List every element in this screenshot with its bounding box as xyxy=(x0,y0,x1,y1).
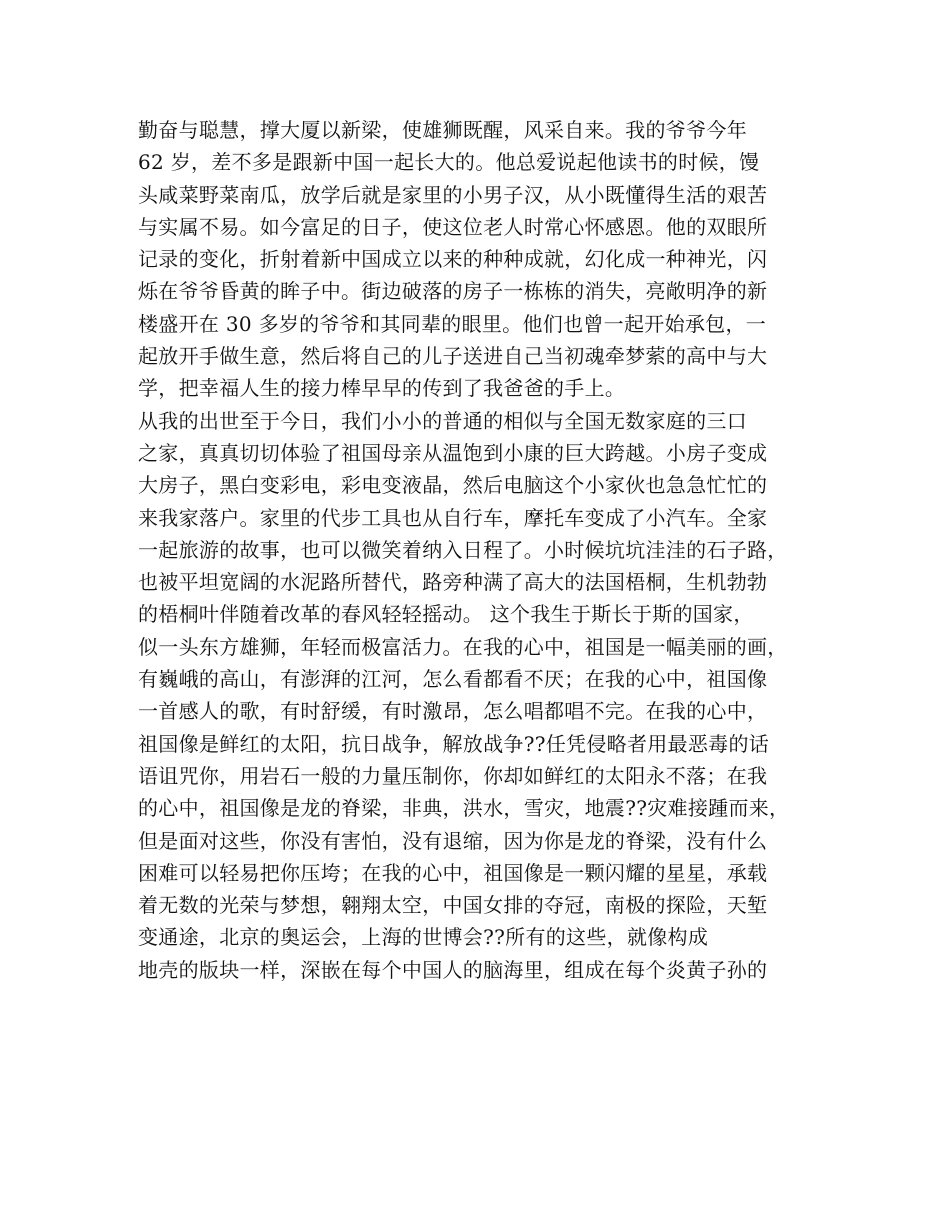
text-line: 语诅咒你，用岩石一般的力量压制你，你却如鲜红的太阳永不落；在我 xyxy=(138,763,768,788)
text-line: 一起旅游的故事，也可以微笑着纳入日程了。小时候坑坑洼洼的石子路， xyxy=(138,537,788,562)
text-line: 烁在爷爷昏黄的眸子中。街边破落的房子一栋栋的消失，亮敞明净的新 xyxy=(138,279,768,304)
text-line: 头咸菜野菜南瓜，放学后就是家里的小男子汉，从小既懂得生活的艰苦 xyxy=(138,182,768,207)
text-line: 起放开手做生意，然后将自己的儿子送进自己当初魂牵梦萦的高中与大 xyxy=(138,344,768,369)
text-line: 变通途，北京的奥运会，上海的世博会??所有的这些，就像构成 xyxy=(138,925,709,950)
text-line: 学，把幸福人生的接力棒早早的传到了我爸爸的手上。 xyxy=(138,376,626,401)
text-line: 似一头东方雄狮，年轻而极富活力。在我的心中，祖国是一幅美丽的画， xyxy=(138,634,788,659)
text-line: 祖国像是鲜红的太阳，抗日战争，解放战争??任凭侵略者用最恶毒的话 xyxy=(138,731,770,756)
text-line: 62 岁，差不多是跟新中国一起长大的。他总爱说起他读书的时候，馒 xyxy=(138,150,760,175)
text-line: 记录的变化，折射着新中国成立以来的种种成就，幻化成一种神光，闪 xyxy=(138,247,768,272)
text-line: 与实属不易。如今富足的日子，使这位老人时常心怀感恩。他的双眼所 xyxy=(138,214,768,239)
text-line: 有巍峨的高山，有澎湃的江河，怎么看都看不厌；在我的心中，祖国像 xyxy=(138,667,768,692)
text-line: 一首感人的歌，有时舒缓，有时激昂，怎么唱都唱不完。在我的心中， xyxy=(138,699,768,724)
text-line: 着无数的光荣与梦想，翱翔太空，中国女排的夺冠，南极的探险，天堑 xyxy=(138,893,768,918)
text-line: 之家，真真切切体验了祖国母亲从温饱到小康的巨大跨越。小房子变成 xyxy=(138,440,768,465)
text-line: 但是面对这些，你没有害怕，没有退缩，因为你是龙的脊梁，没有什么 xyxy=(138,828,768,853)
text-line: 的梧桐叶伴随着改革的春风轻轻摇动。 这个我生于斯长于斯的国家， xyxy=(138,602,754,627)
essay-body xyxy=(138,114,828,986)
text-line: 的心中，祖国像是龙的脊梁，非典，洪水，雪灾，地震??灾难接踵而来， xyxy=(138,796,790,821)
text-line: 楼盛开在 30 多岁的爷爷和其同辈的眼里。他们也曾一起开始承包，一 xyxy=(138,311,767,336)
text-line: 大房子，黑白变彩电，彩电变液晶，然后电脑这个小家伙也急急忙忙的 xyxy=(138,473,768,498)
text-line: 来我家落户。家里的代步工具也从自行车，摩托车变成了小汽车。全家 xyxy=(138,505,768,530)
text-line: 从我的出世至于今日，我们小小的普通的相似与全国无数家庭的三口 xyxy=(138,408,747,433)
text-line: 勤奋与聪慧，撑大厦以新梁，使雄狮既醒，风采自来。我的爷爷今年 xyxy=(138,118,747,142)
text-line: 困难可以轻易把你压垮；在我的心中，祖国像是一颗闪耀的星星，承载 xyxy=(138,860,768,885)
text-line: 地壳的版块一样，深嵌在每个中国人的脑海里，组成在每个炎黄子孙的 xyxy=(138,957,768,982)
text-line: 也被平坦宽阔的水泥路所替代，路旁种满了高大的法国梧桐，生机勃勃 xyxy=(138,570,768,595)
